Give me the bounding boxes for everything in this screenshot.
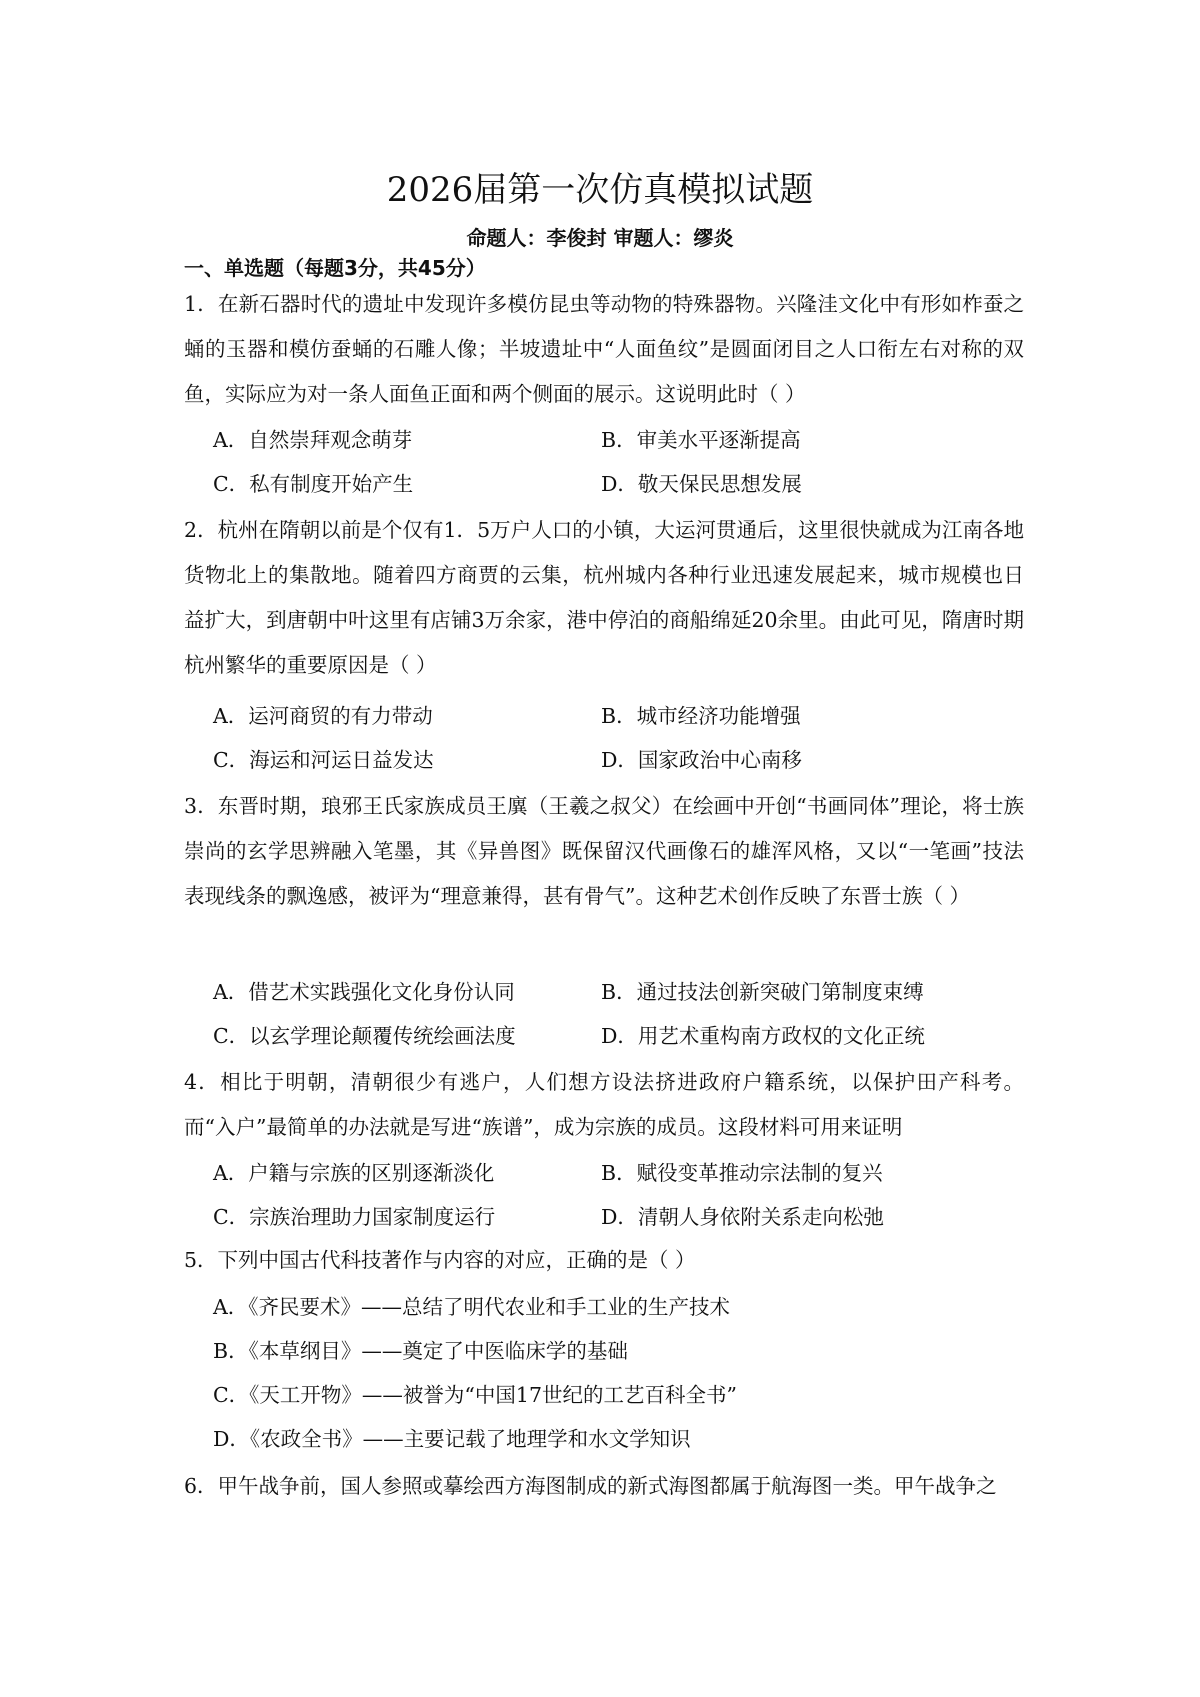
question-2-option-a: A．运河商贸的有力带动 <box>213 704 433 728</box>
section-heading: 一、单选题（每题3分，共45分） <box>184 256 486 280</box>
question-1-option-d: D．敬天保民思想发展 <box>601 472 802 496</box>
question-3-option-c: C．以玄学理论颠覆传统绘画法度 <box>213 1024 516 1048</box>
question-2-option-b: B．城市经济功能增强 <box>601 704 801 728</box>
question-5-option-b: B．《本草纲目》——奠定了中医临床学的基础 <box>213 1339 628 1363</box>
question-4-option-c: C．宗族治理助力国家制度运行 <box>213 1205 496 1229</box>
question-3-option-a: A．借艺术实践强化文化身份认同 <box>213 980 515 1004</box>
question-3-option-d: D．用艺术重构南方政权的文化正统 <box>601 1024 925 1048</box>
question-4-option-a: A．户籍与宗族的区别逐渐淡化 <box>213 1161 495 1185</box>
question-1-option-c: C．私有制度开始产生 <box>213 472 414 496</box>
question-4-stem: 4．相比于明朝，清朝很少有逃户，人们想方设法挤进政府户籍系统，以保护田产科考。而“入户”最简单的办法就是写进“族谱”，成为宗族的成员。这段材料可用来证明 <box>184 1070 1024 1139</box>
question-1-option-a: A．自然崇拜观念萌芽 <box>213 428 413 452</box>
question-6-stem: 6．甲午战争前，国人参照或摹绘西方海图制成的新式海图都属于航海图一类。甲午战争之 <box>184 1474 997 1498</box>
question-5-option-d: D．《农政全书》——主要记载了地理学和水文学知识 <box>213 1427 691 1451</box>
question-4-option-b: B．赋役变革推动宗法制的复兴 <box>601 1161 883 1185</box>
question-3-option-b: B．通过技法创新突破门第制度束缚 <box>601 980 924 1004</box>
exam-authors: 命题人：李俊封 审题人：缪炎 <box>466 226 734 250</box>
exam-title: 2026届第一次仿真模拟试题 <box>386 170 814 210</box>
question-5-option-a: A．《齐民要术》——总结了明代农业和手工业的生产技术 <box>213 1295 731 1319</box>
question-3-stem: 3．东晋时期，琅邪王氏家族成员王廙（王羲之叔父）在绘画中开创“书画同体”理论，将士族崇尚的玄学思辨融入笔墨，其《异兽图》既保留汉代画像石的雄浑风格，又以“一笔画”技法表现线条的飘逸感，被评为“理意兼得，甚有骨气”。这种艺术创作反映了东晋士族（ ） <box>184 794 1024 908</box>
question-5-stem: 5．下列中国古代科技著作与内容的对应，正确的是（ ） <box>184 1248 696 1272</box>
question-2-stem: 2．杭州在隋朝以前是个仅有1．5万户人口的小镇，大运河贯通后，这里很快就成为江南各地货物北上的集散地。随着四方商贾的云集，杭州城内各种行业迅速发展起来，城市规模也日益扩大，到唐朝中叶这里有店铺3万余家，港中停泊的商船绵延20余里。由此可见，隋唐时期杭州繁华的重要原因是（ ） <box>184 518 1024 677</box>
question-1-stem: 1．在新石器时代的遗址中发现许多模仿昆虫等动物的特殊器物。兴隆洼文化中有形如柞蚕之蛹的玉器和模仿蚕蛹的石雕人像；半坡遗址中“人面鱼纹”是圆面闭目之人口衔左右对称的双鱼，实际应为对一条人面鱼正面和两个侧面的展示。这说明此时（ ） <box>184 292 1024 406</box>
question-5-option-c: C．《天工开物》——被誉为“中国17世纪的工艺百科全书” <box>213 1383 737 1407</box>
question-2-option-d: D．国家政治中心南移 <box>601 748 802 772</box>
question-1-option-b: B．审美水平逐渐提高 <box>601 428 801 452</box>
question-4-option-d: D．清朝人身依附关系走向松弛 <box>601 1205 884 1229</box>
question-2-option-c: C．海运和河运日益发达 <box>213 748 434 772</box>
